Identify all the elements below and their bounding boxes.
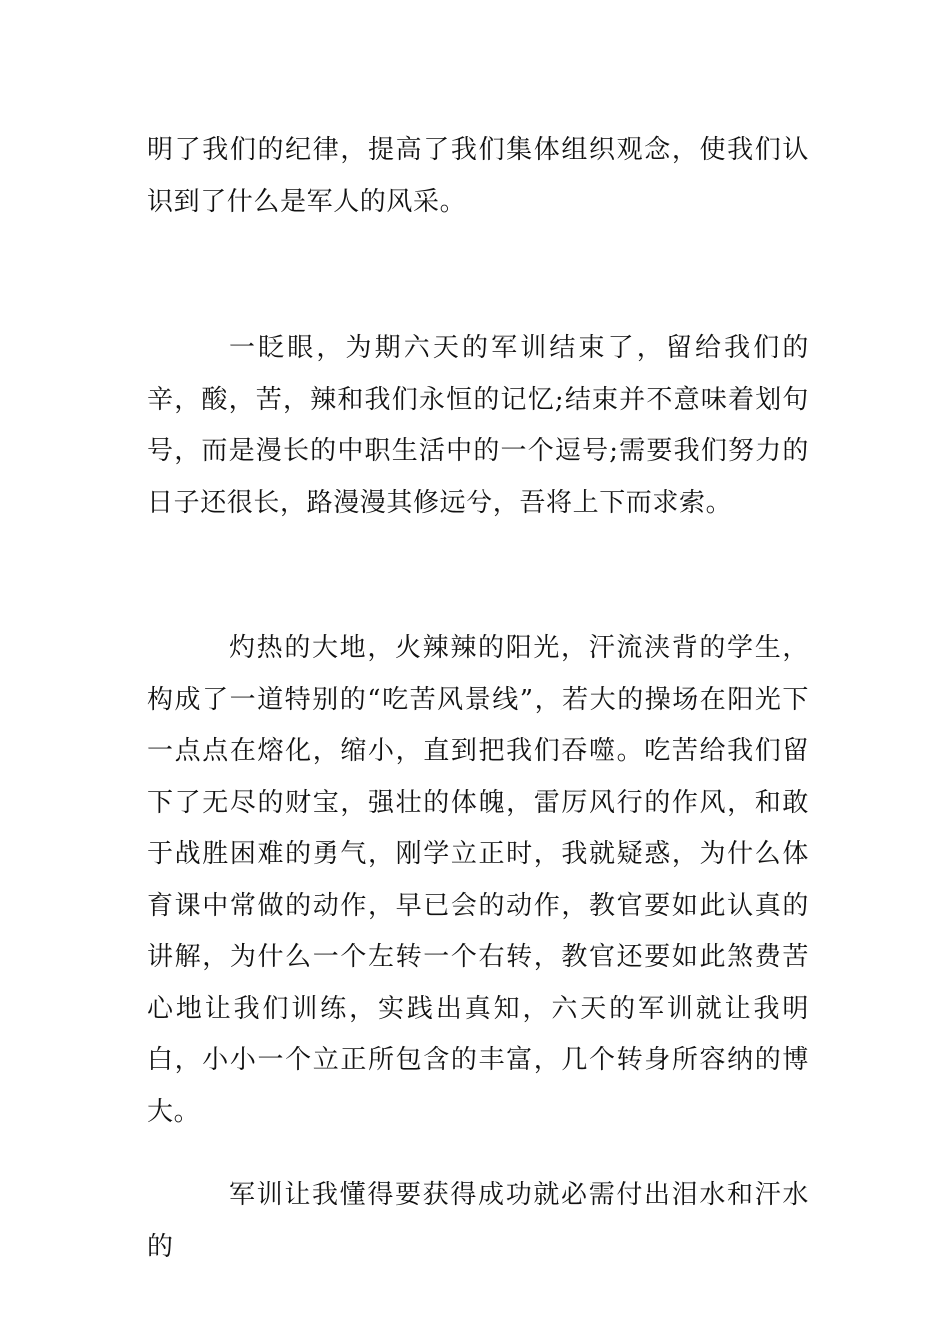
paragraph-hardship: 灼热的大地，火辣辣的阳光，汗流浃背的学生，构成了一道特别的“吃苦风景线”，若大的操场在阳光下一点点在熔化，缩小，直到把我们吞噬。吃苦给我们留下了无尽的财宝，强壮的体魄，雷厉风行的作风，和敢于战胜困难的勇气，刚学立正时，我就疑惑，为什么体育课中常做的动作，早已会的动作，教官要如此认真的讲解，为什么一个左转一个右转，教官还要如此煞费苦心地让我们训练，实践出真知，六天的军训就让我明白，小小一个立正所包含的丰富，几个转身所容纳的博大。 bbox=[147, 633, 809, 1127]
paragraph-continuation: 明了我们的纪律，提高了我们集体组织观念，使我们认识到了什么是军人的风采。 bbox=[147, 135, 809, 217]
paragraph-end-of-training: 一眨眼，为期六天的军训结束了，留给我们的辛，酸，苦，辣和我们永恒的记忆;结束并不意味着划句号，而是漫长的中职生活中的一个逗号;需要我们努力的日子还很长，路漫漫其修远兮，吾将上下而求索。 bbox=[147, 333, 809, 518]
paragraph-success: 军训让我懂得要获得成功就必需付出泪水和汗水的 bbox=[147, 1180, 809, 1262]
